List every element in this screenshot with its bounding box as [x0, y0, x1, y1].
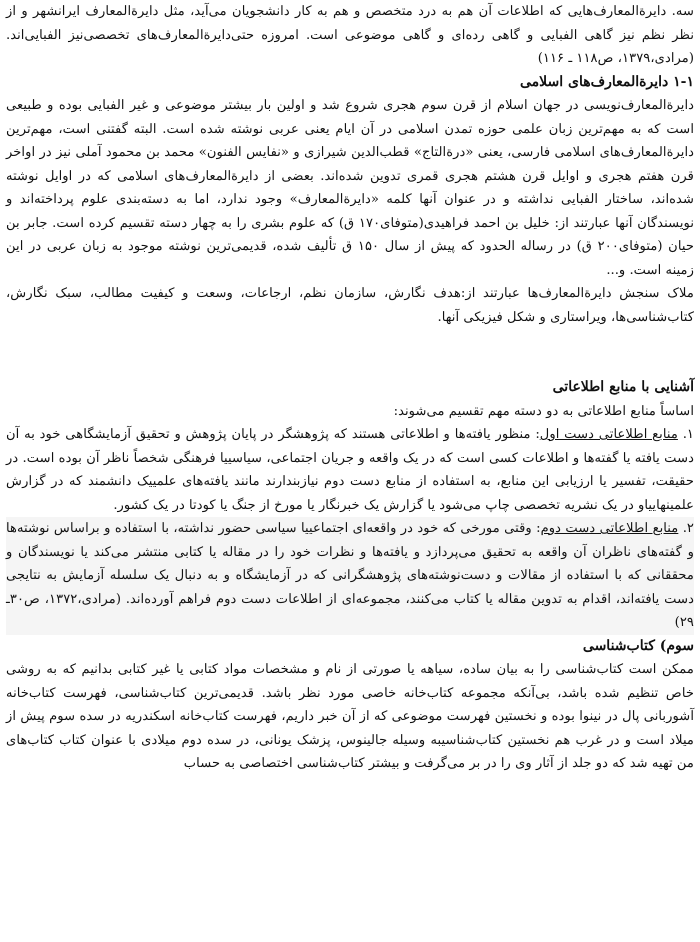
heading-islamic-encyclopedias: ۱-۱ دایرةالمعارف‌های اسلامی: [520, 73, 694, 90]
document-page: [6, 0, 694, 942]
list-item-primary-sources: [6, 423, 694, 517]
paragraph-bibliography: ممکن است کتاب‌شناسی را به بیان ساده، سیاهه یا صورتی از نام و مشخصات مواد کتابی یا غیر کتابی بدانیم که به روشی خاص تنظیم شده باشد، بی‌آنکه مجموعه کتاب‌خانه خاصی مورد نظر باشد. قدیمی‌ترین کتاب‌شناسی، فهرست کتاب‌خانه آشوربانی پال در نینوا بوده و نخستین فهرست موضوعی که از آن خبر داریم، فهرست کتاب‌خانه اسکندریه در سده سوم پیش از میلاد است و در غرب هم نخستین کتاب‌شناسیبه وسیله جالینوس، پزشک یونانی، در سده دوم میلادی با عنوان کتاب کتاب‌های من تهیه شد که دو جلد از آثار وی را در بر می‌گرفت و بیشتر کتاب‌شناسی اختصاصی به حساب: [6, 662, 694, 771]
paragraph-encyclopedia-types: سه. دایرةالمعارف‌هایی که اطلاعات آن هم به درد متخصص و هم به کار دانشجویان می‌آید، مثل دایرةالمعارف ایرانشهر و از نظر نظم نیز گاهی الفبایی و گاهی رده‌ای و گاهی موضوعی است. امروزه حتی‌دایرةالمعارف‌های تخصصی‌نیز الفبایی‌اند. (مرادی،۱۳۷۹، ص۱۱۸ ـ ۱۱۶): [6, 4, 694, 66]
paragraph-evaluation-criteria: ملاک سنجش دایرةالمعارف‌ها عبارتند از:هدف نگارش، سازمان نظم، ارجاعات، وسعت و کیفیت مطالب، سبک نگارش، کتاب‌شناسی‌ها، ویراستاری و شکل فیزیکی آنها.: [6, 286, 694, 325]
paragraph-islamic-encyclopedias: دایرةالمعارف‌نویسی در جهان اسلام از قرن سوم هجری شروع شد و اولین بار بیشتر موضوعی و غیر الفبایی بوده و طبیعی است که به مهم‌ترین زبان علمی حوزه تمدن اسلامی در آن ایام یعنی عربی نوشته شده است. البته گفتنی است، مهم‌ترین دایرةالمعارف‌های اسلامی فارسی، یعنی «درةالتاج» قطب‌الدین شیرازی و «نفایس الفنون» محمد بن محمود آملی نیز در اواخر قرن هفتم هجری و اوایل قرن هشتم هجری قمری تدوین شده‌اند. بعضی از دایرةالمعارف‌های اسلامی که در اوایل نوشته شده‌اند، ساختار الفبایی نداشته و در عنوان آنها کلمه «دایرةالمعارف» وجود ندارد، اما به دسته‌بندی علوم پرداخته‌اند و نویسندگان آنها عبارتند از: خلیل بن احمد فراهیدی(متوفای۱۷۰ ق) که علوم بشری را به چهار دسته تقسیم کرده است. جابر بن حیان (متوفای۲۰۰ ق) در رساله الحدود که پیش از سال ۱۵۰ ق تألیف شده، قدیمی‌ترین نوشته موجود به زبان عربی در این زمینه است. و...: [6, 98, 695, 278]
definition-primary-sources: : منظور یافته‌ها و اطلاعاتی هستند که پژوهشگر در پایان پژوهش و تحقیق آزمایشگاهی خود به آن دست یافته یا گفته‌ها و اطلاعات کسی است که در یک واقعه و جریان اجتماعی، سیاسییا فرهنگی شخصاً ناظر آن بوده است. در حقیقت، تفسیر یا ارزیابی این منابع، به استفاده از منابع دست دوم نیازبندارند مانند یافته‌های علمییک دانشمند که در گزارش علمینهاییاو در یک نشریه تخصصی چاپ می‌شود یا گزارش یک خبرنگار یا مورخ از جنگ یا کودتا در یک کشور.: [6, 427, 694, 513]
paragraph-sources-intro: اساساً منابع اطلاعاتی به دو دسته مهم تقسیم می‌شوند:: [393, 403, 694, 419]
term-primary-sources: منابع اطلاعاتی دست اول: [539, 427, 678, 442]
item-number: ۲.: [678, 521, 694, 536]
section-gap: [6, 329, 694, 376]
list-item-secondary-sources: [6, 517, 694, 635]
term-secondary-sources: منابع اطلاعاتی دست دوم: [540, 521, 679, 536]
item-number: ۱.: [677, 427, 694, 442]
heading-bibliography: سوم) کتاب‌شناسی: [582, 637, 694, 654]
definition-secondary-sources: : وقتی مورخی که خود در واقعه‌ای اجتماعییا سیاسی حضور نداشته، با استفاده و براساس نوشته‌ها و گفته‌های ناظران آن واقعه به تحقیق می‌پردازد و یافته‌ها و نظرات خود را در مقاله یا کتابی منتشر می‌کند یا نویسندگان و محققانی که با استفاده از مقالات و دست‌نوشته‌های پژوهشگرانی که در آزمایشگاه و به دنبال یک سلسله آزمایش به نتایجی دست یافته‌اند، اقدام به تدوین مقاله یا کتاب می‌کنند، مجموعه‌ای از اطلاعات دست دوم فراهم آورده‌اند. (مرادی،۱۳۷۲، ص۳۰ـ ۲۹): [6, 521, 694, 630]
heading-information-sources: آشنایی با منابع اطلاعاتی: [552, 379, 694, 395]
